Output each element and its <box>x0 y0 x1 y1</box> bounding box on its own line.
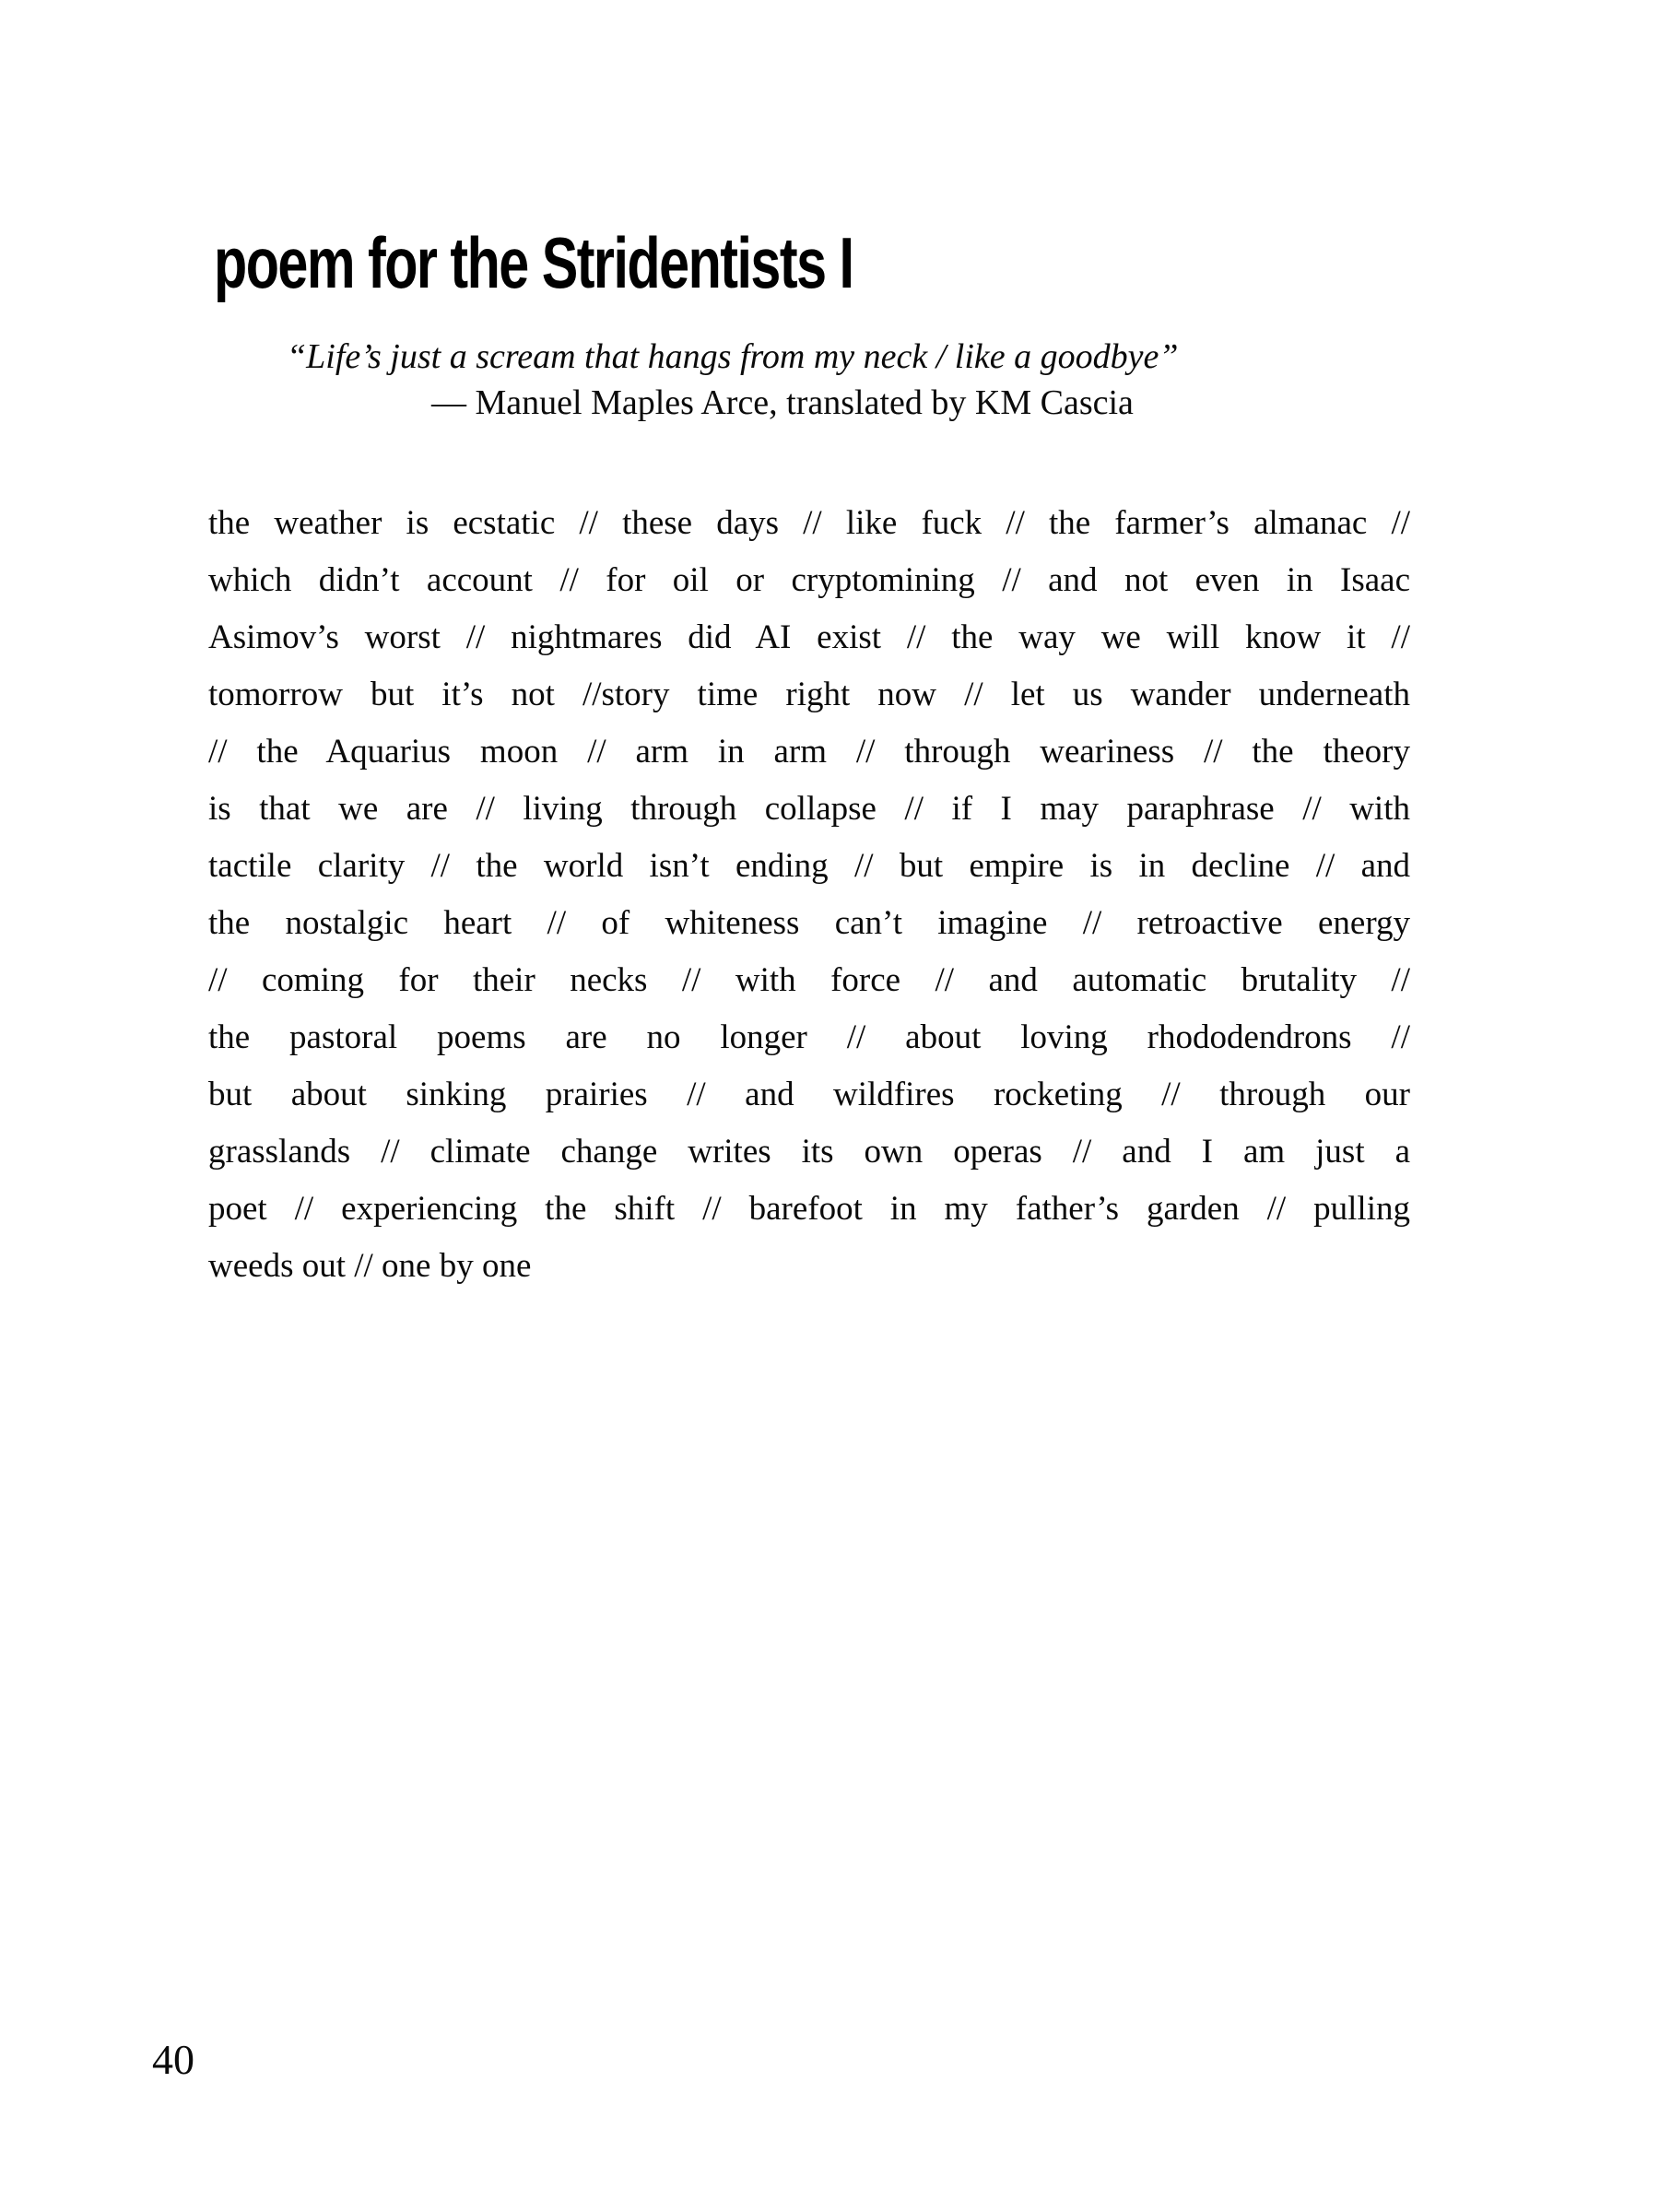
poem-line: but about sinking prairies // and wildfires rocketing // through our <box>208 1076 1410 1113</box>
epigraph-quote: “Life’s just a scream that hangs from my neck / like a goodbye” <box>287 337 1179 376</box>
poem-line: // coming for their necks // with force // and automatic brutality // <box>208 961 1410 999</box>
poem-line: poet // experiencing the shift // barefoot in my father’s garden // pulling <box>208 1190 1410 1228</box>
page-number: 40 <box>152 2036 194 2083</box>
epigraph-attribution: — Manuel Maples Arce, translated by KM Cascia <box>431 383 1134 422</box>
poem-line: the weather is ecstatic // these days // like fuck // the farmer’s almanac // <box>208 504 1410 542</box>
poem-line: tomorrow but it’s not //story time right now // let us wander underneath <box>208 676 1410 713</box>
poem-body <box>208 495 1410 1295</box>
poem-line: is that we are // living through collapse // if I may paraphrase // with <box>208 790 1410 828</box>
poem-title: poem for the Stridentists I <box>214 222 853 303</box>
poem-line: Asimov’s worst // nightmares did AI exist // the way we will know it // <box>208 618 1410 656</box>
poem-line: which didn’t account // for oil or cryptomining // and not even in Isaac <box>208 561 1410 599</box>
poem-line: the pastoral poems are no longer // about loving rhododendrons // <box>208 1018 1410 1056</box>
poem-line: tactile clarity // the world isn’t ending // but empire is in decline // and <box>208 847 1410 885</box>
poem-line: weeds out // one by one <box>208 1247 532 1285</box>
poem-line: grasslands // climate change writes its own operas // and I am just a <box>208 1133 1410 1171</box>
poem-line: // the Aquarius moon // arm in arm // through weariness // the theory <box>208 733 1410 771</box>
poem-line: the nostalgic heart // of whiteness can’t imagine // retroactive energy <box>208 904 1410 942</box>
